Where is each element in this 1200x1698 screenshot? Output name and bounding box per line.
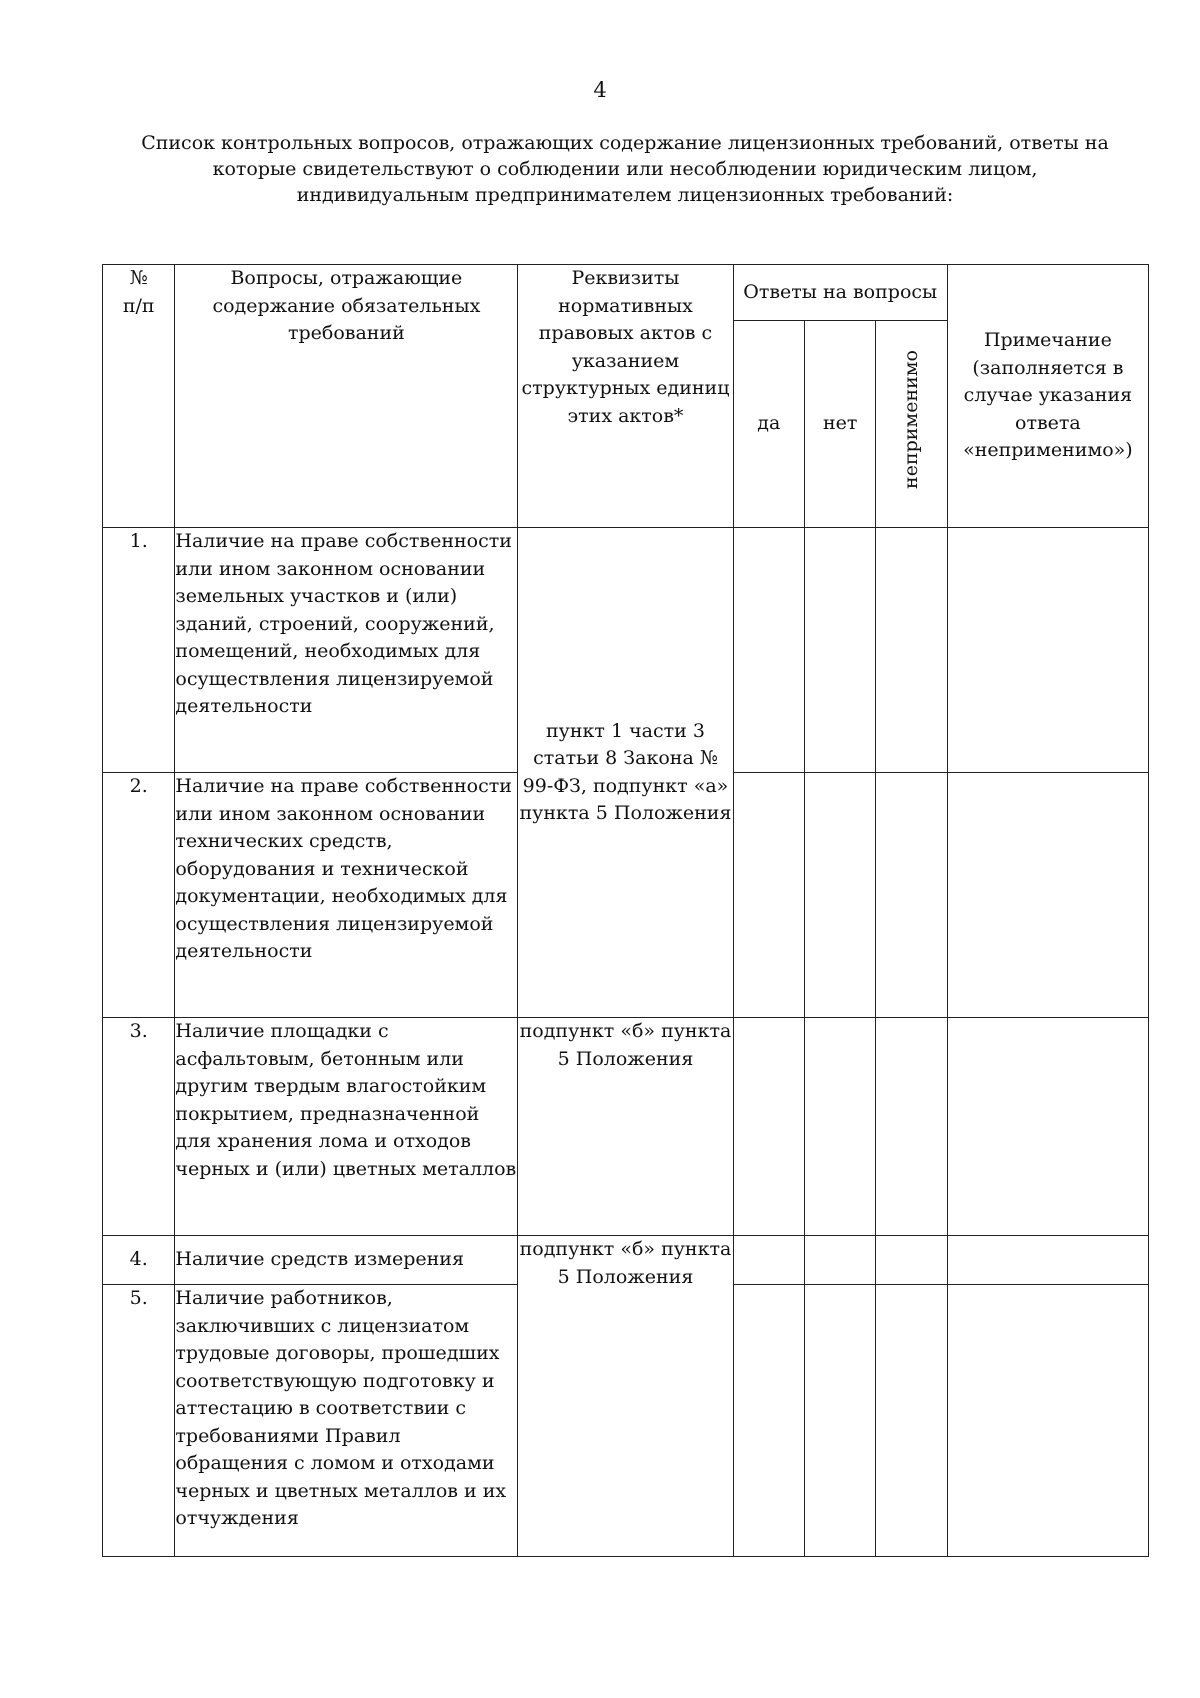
table-row [103,1018,1149,1236]
table-row [103,528,1149,773]
header-questions: Вопросы, отражающие содержание обязательных требований [175,265,518,528]
answer-yes-cell[interactable] [733,1018,804,1236]
header-answers: Ответы на вопросы [733,265,947,321]
row-question: Наличие работников, заключивших с лицензиатом трудовые договоры, прошедших соответствующую подготовку и аттестацию в соответствии с требованиями Правил обращения с ломом и отходами черных и цветных металлов и их отчуждения [175,1285,518,1557]
answer-no-cell[interactable] [805,1236,876,1285]
page-number: 4 [593,78,607,102]
row-question: Наличие на праве собственности или ином законном основании технических средств, оборудования и технической документации, необходимых для осуществления лицензируемой деятельности [175,773,518,1018]
row-number: 5. [103,1285,175,1557]
row-number: 3. [103,1018,175,1236]
intro-line-3: индивидуальным предпринимателем лицензионных требований: [296,184,954,206]
answer-not-applicable-cell[interactable] [876,1236,947,1285]
intro-line-2: которые свидетельствуют о соблюдении или несоблюдении юридическим лицом, [212,158,1038,180]
header-not-applicable-label: неприменимо [899,350,922,490]
answer-not-applicable-cell[interactable] [876,1285,947,1557]
answer-not-applicable-cell[interactable] [876,1018,947,1236]
header-no: нет [805,321,876,528]
header-note: Примечание (заполняется в случае указания ответа «неприменимо») [947,265,1148,528]
note-cell[interactable] [947,773,1148,1018]
answer-no-cell[interactable] [805,1018,876,1236]
header-number-sign: № [129,267,148,289]
row-requisites: подпункт «б» пункта 5 Положения [518,1236,733,1557]
header-not-applicable [876,321,947,528]
table-row [103,1236,1149,1285]
intro-line-1: Список контрольных вопросов, отражающих содержание лицензионных требований, ответы на [141,132,1109,154]
header-number-pp: п/п [122,294,155,317]
row-requisites: пункт 1 части 3 статьи 8 Закона № 99-ФЗ, подпункт «а» пункта 5 Положения [518,528,733,1018]
row-requisites: подпункт «б» пункта 5 Положения [518,1018,733,1236]
answer-no-cell[interactable] [805,773,876,1018]
answer-yes-cell[interactable] [733,1285,804,1557]
header-requisites: Реквизиты нормативных правовых актов с указанием структурных единиц этих актов* [518,265,733,528]
answer-yes-cell[interactable] [733,528,804,773]
answer-not-applicable-cell[interactable] [876,528,947,773]
answer-yes-cell[interactable] [733,773,804,1018]
answer-no-cell[interactable] [805,1285,876,1557]
note-cell[interactable] [947,1018,1148,1236]
row-number: 4. [103,1236,175,1285]
checklist-table [102,264,1149,1557]
checklist-intro [100,130,1150,208]
row-question: Наличие средств измерения [175,1236,518,1285]
answer-not-applicable-cell[interactable] [876,773,947,1018]
row-question: Наличие на праве собственности или ином законном основании земельных участков и (или) зданий, строений, сооружений, помещений, необходимых для осуществления лицензируемой деятельности [175,528,518,773]
answer-yes-cell[interactable] [733,1236,804,1285]
row-question: Наличие площадки с асфальтовым, бетонным или другим твердым влагостойким покрытием, предназначенной для хранения лома и отходов черных и (или) цветных металлов [175,1018,518,1236]
header-yes: да [733,321,804,528]
row-number: 2. [103,773,175,1018]
answer-no-cell[interactable] [805,528,876,773]
note-cell[interactable] [947,528,1148,773]
row-number: 1. [103,528,175,773]
note-cell[interactable] [947,1285,1148,1557]
header-number [103,265,175,528]
note-cell[interactable] [947,1236,1148,1285]
